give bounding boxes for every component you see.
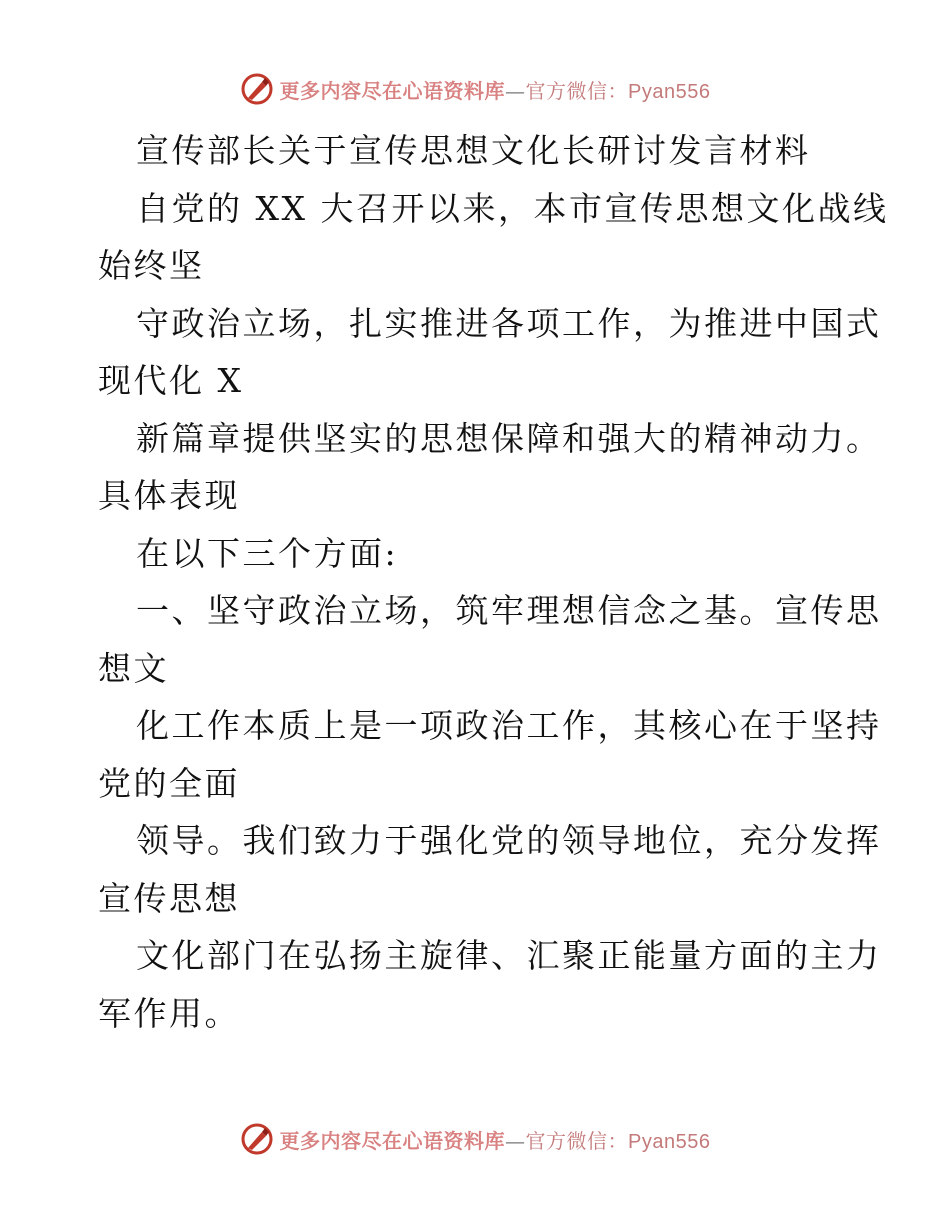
footer-banner-text: [280, 1125, 711, 1154]
header-banner-title: 更多内容尽在心语资料库: [279, 78, 506, 103]
document-line: 一、坚守政治立场，筑牢理想信念之基。宣传思: [136, 591, 882, 630]
document-line: 文化部门在弘扬主旋律、汇聚正能量方面的主力: [136, 936, 882, 975]
document-line: 现代化 X: [98, 361, 244, 400]
document-line: 宣传思想: [98, 878, 240, 918]
document-line: 具体表现: [98, 476, 240, 515]
document-line: 自党的 XX 大召开以来，本市宣传思想文化战线: [136, 188, 889, 228]
footer-banner-wechat: 官方微信：Pyan556: [525, 1130, 711, 1153]
footer-banner-title: 更多内容尽在心语资料库: [279, 1128, 506, 1153]
header-banner-separator: —: [505, 78, 526, 103]
footer-banner: [0, 1122, 950, 1156]
pen-logo-icon: [240, 72, 274, 106]
header-banner: [0, 72, 950, 106]
document-line: 新篇章提供坚实的思想保障和强大的精神动力。: [136, 418, 882, 458]
document-line: 军作用。: [98, 993, 240, 1033]
document-line: 想文: [98, 648, 169, 688]
document-line: 领导。我们致力于强化党的领导地位，充分发挥: [136, 821, 882, 860]
document-line: 党的全面: [98, 763, 240, 803]
header-banner-text: [280, 75, 711, 104]
header-banner-wechat: 官方微信：Pyan556: [525, 80, 711, 103]
document-line: 守政治立场，扎实推进各项工作，为推进中国式: [136, 303, 882, 343]
document-line: 宣传部长关于宣传思想文化长研讨发言材料: [136, 131, 811, 170]
footer-banner-separator: —: [505, 1128, 526, 1153]
document-line: 始终坚: [98, 246, 205, 285]
document-line: 在以下三个方面:: [136, 533, 399, 573]
document-line: 化工作本质上是一项政治工作，其核心在于坚持: [136, 706, 882, 745]
document-body: [98, 122, 889, 1042]
pen-logo-icon: [240, 1122, 274, 1156]
